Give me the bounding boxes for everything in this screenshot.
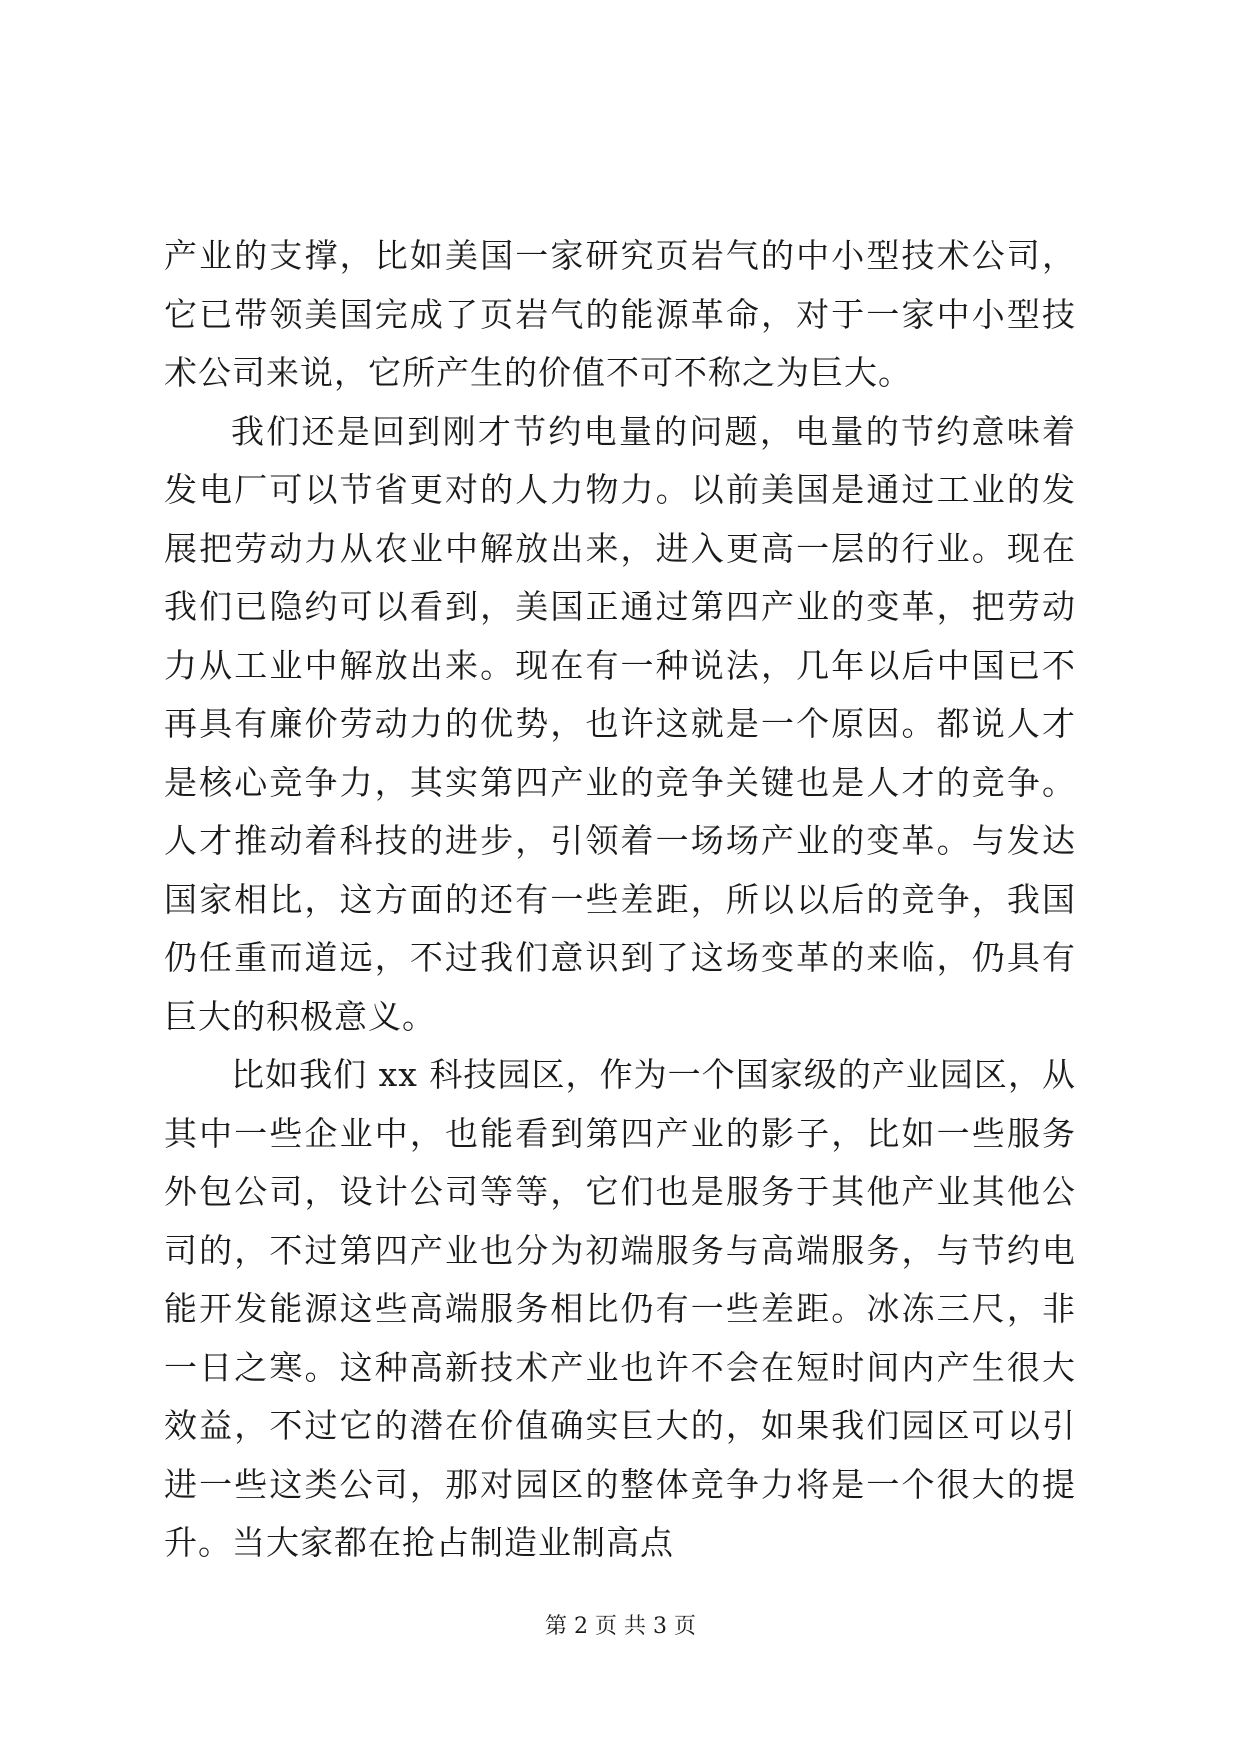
paragraph-3: 比如我们 xx 科技园区，作为一个国家级的产业园区，从其中一些企业中，也能看到第四产业的影子，比如一些服务外包公司，设计公司等等，它们也是服务于其他产业其他公司的，不过第四产业也分为初端服务与高端服务，与节约电能开发能源这些高端服务相比仍有一些差距。冰冻三尺，非一日之寒。这种高新技术产业也许不会在短时间内产生很大效益，不过它的潜在价值确实巨大的，如果我们园区可以引进一些这类公司，那对园区的整体竞争力将是一个很大的提升。当大家都在抢占制造业制高点 <box>164 1055 1076 1562</box>
document-body <box>164 227 1076 1573</box>
page-footer: 第 2 页 共 3 页 <box>545 1614 696 1639</box>
paragraph-2: 我们还是回到刚才节约电量的问题，电量的节约意味着发电厂可以节省更对的人力物力。以前美国是通过工业的发展把劳动力从农业中解放出来，进入更高一层的行业。现在我们已隐约可以看到，美国正通过第四产业的变革，把劳动力从工业中解放出来。现在有一种说法，几年以后中国已不再具有廉价劳动力的优势，也许这就是一个原因。都说人才是核心竞争力，其实第四产业的竞争关键也是人才的竞争。人才推动着科技的进步，引领着一场场产业的变革。与发达国家相比，这方面的还有一些差距，所以以后的竞争，我国仍任重而道远，不过我们意识到了这场变革的来临，仍具有巨大的积极意义。 <box>164 411 1076 1036</box>
paragraph-1: 产业的支撑，比如美国一家研究页岩气的中小型技术公司，它已带领美国完成了页岩气的能源革命，对于一家中小型技术公司来说，它所产生的价值不可不称之为巨大。 <box>164 236 1076 392</box>
